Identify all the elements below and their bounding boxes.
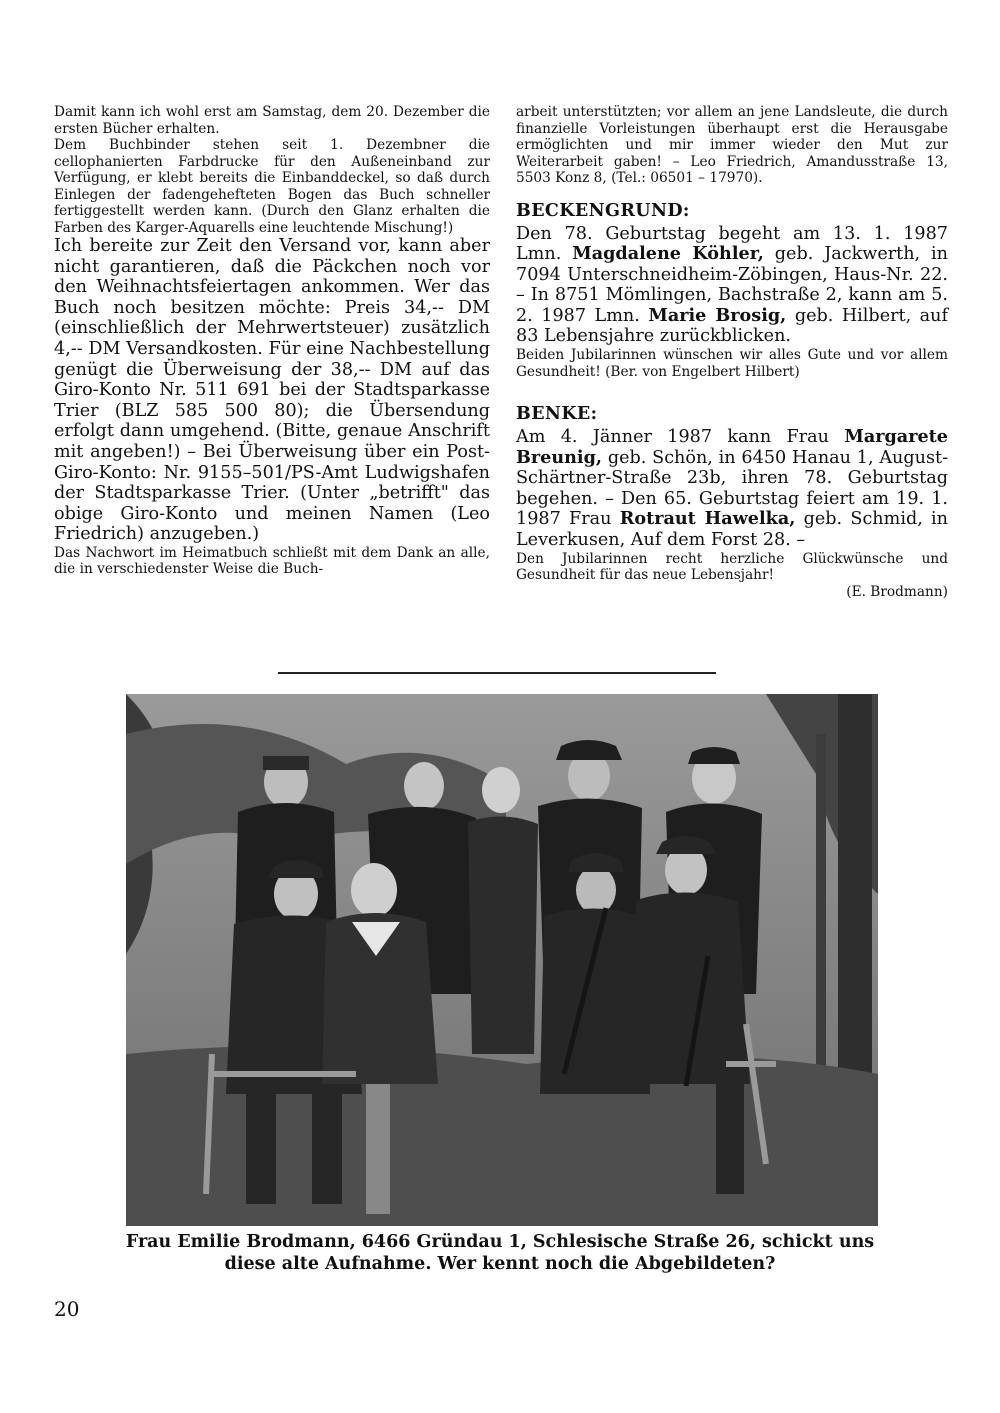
person-name: Margarete Breunig,: [516, 426, 948, 468]
person-name: Marie Brosig,: [648, 304, 787, 326]
group-photo: [126, 694, 878, 1226]
beckengrund-wishes: Beiden Jubilarinnen wünschen wir alles Gute und vor allem Gesundheit! (Ber. von Engelbert Hilbert): [516, 347, 948, 380]
beckengrund-birthdays: Den 78. Geburtstag begeht am 13. 1. 1987 Lmn. Magdalene Köhler, geb. Jackwerth, in 7094 Unterschneidheim-Zöbingen, Haus-Nr. 22. – In 8751 Mömlingen, Bachstraße 2, kann am 5. 2. 1987 Lmn. Marie Brosig, geb. Hilbert, auf 83 Lebensjahre zurückblicken.: [516, 223, 949, 347]
photo-caption: Frau Emilie Brodmann, 6466 Gründau 1, Schlesische Straße 26, schickt uns diese alte Aufnahme. Wer kennt noch die Abgebildeten?: [125, 1232, 875, 1274]
afterword-paragraph: Das Nachwort im Heimatbuch schließt mit dem Dank an alle, die in verschiedenster Weise die Buch-: [54, 544, 490, 578]
signature: (E. Brodmann): [846, 583, 948, 600]
person-name: Magdalene Köhler,: [572, 243, 764, 265]
continuation-paragraph: arbeit unterstützten; vor allem an jene Landsleute, die durch finanzielle Vorleistungen überhaupt erst die Herausgabe ermöglichten und mir immer wieder den Mut zur Weiterarbeit gaben! – Leo Friedrich, Amandusstraße 13, 5503 Konz 8, (Tel.: 06501 – 17970).: [516, 104, 948, 186]
right-column: [516, 104, 948, 601]
intro-paragraph: Damit kann ich wohl erst am Samstag, dem 20. Dezember die ersten Bücher erhalten.: [54, 104, 490, 137]
beckengrund-heading: BECKENGRUND:: [516, 200, 690, 221]
order-paragraph: Ich bereite zur Zeit den Versand vor, kann aber nicht garantieren, daß die Päckchen noch vor den Weihnachtsfeiertagen ankommen. Wer das Buch noch besitzen möchte: Preis 34,-- DM (einschließlich der Mehrwertsteuer) zusätzlich 4,-- DM Versandkosten. Für eine Nachbestellung genügt die Überweisung der 38,-- DM auf das Giro-Konto Nr. 511 691 bei der Stadtsparkasse Trier (BLZ 585 500 80); die Übersendung erfolgt dann umgehend. (Bitte, genaue Anschrift mit angeben!) – Bei Überweisung über ein Post-Giro-Konto: Nr. 9155–501/PS-Amt Ludwigshafen der Stadtsparkasse Trier. (Unter „betrifft" das obige Giro-Konto und meinen Namen (Leo Friedrich) anzugeben.): [54, 236, 490, 545]
benke-birthdays: Am 4. Jänner 1987 kann Frau Margarete Breunig, geb. Schön, in 6450 Hanau 1, August-Schärtner-Straße 23b, ihren 78. Geburtstag begehen. – Den 65. Geburtstag feiert am 19. 1. 1987 Frau Rotraut Hawelka, geb. Schmid, in Leverkusen, Auf dem Forst 28. –: [516, 426, 949, 551]
benke-wishes: Den Jubilarinnen recht herzliche Glückwünsche und Gesundheit für das neue Lebensjahr!: [516, 550, 948, 584]
page-number: 20: [54, 1297, 80, 1321]
person-name: Rotraut Hawelka,: [619, 508, 796, 530]
section-divider: [278, 672, 716, 674]
benke-heading: BENKE:: [516, 404, 598, 425]
left-column: [54, 104, 490, 578]
bookbinder-paragraph: Dem Buchbinder stehen seit 1. Dezembner die cellophanierten Farbdrucke für den Außeneinband zur Verfügung, er klebt bereits die Einbanddeckel, so daß durch Einlegen der fadengehefteten Bogen das Buch schneller fertiggestellt werden kann. (Durch den Glanz erhalten die Farben des Karger-Aquarells eine leuchtende Mischung!): [54, 137, 490, 236]
